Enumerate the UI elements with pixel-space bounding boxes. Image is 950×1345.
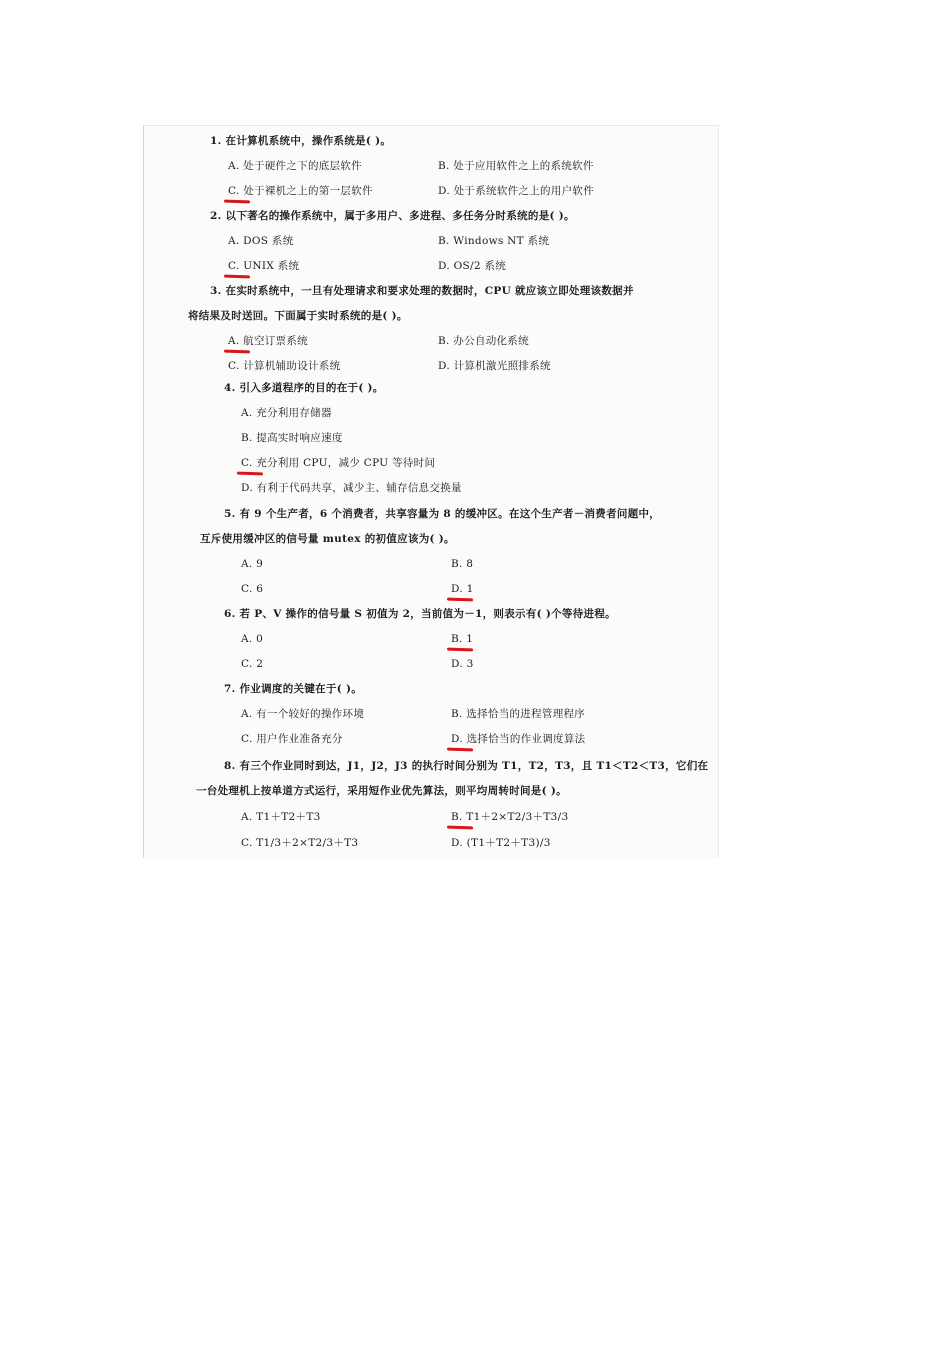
question-2-stem: 2. 以下著名的操作系统中，属于多用户、多进程、多任务分时系统的是( )。 [210,210,575,222]
question-2-option-d: D. OS/2 系统 [438,260,507,272]
question-6-option-d: D. 3 [451,658,474,670]
question-1-stem: 1. 在计算机系统中，操作系统是( )。 [210,135,392,147]
question-8-option-c: C. T1/3＋2×T2/3＋T3 [241,837,359,849]
question-7-option-d-answer: D. 选择恰当的作业调度算法 [451,733,586,745]
question-5-option-b: B. 8 [451,558,474,570]
question-3-option-a-answer: A. 航空订票系统 [228,335,308,347]
question-3-stem-line-1: 3. 在实时系统中，一旦有处理请求和要求处理的数据时，CPU 就应该立即处理该数据并 [210,285,634,297]
question-6-option-c: C. 2 [241,658,264,670]
question-1-option-d: D. 处于系统软件之上的用户软件 [438,185,595,197]
question-5-stem-line-2: 互斥使用缓冲区的信号量 mutex 的初值应该为( )。 [200,533,455,545]
question-8-option-d: D. (T1＋T2＋T3)/3 [451,837,551,849]
question-6-stem: 6. 若 P、V 操作的信号量 S 初值为 2，当前值为－1，则表示有( )个等待进程。 [224,608,616,620]
question-8-stem-line-1: 8. 有三个作业同时到达，J1，J2，J3 的执行时间分别为 T1，T2，T3，且 T1＜T2＜T3，它们在 [224,760,709,772]
question-4-option-a: A. 充分利用存储器 [241,407,332,419]
question-8-option-b-answer: B. T1＋2×T2/3＋T3/3 [451,811,569,823]
question-4-option-c-answer: C. 充分利用 CPU，减少 CPU 等待时间 [241,457,436,469]
question-3-stem-line-2: 将结果及时送回。下面属于实时系统的是( )。 [188,310,408,322]
question-1-option-a: A. 处于硬件之下的底层软件 [228,160,362,172]
question-3-option-b: B. 办公自动化系统 [438,335,529,347]
question-5-option-a: A. 9 [241,558,264,570]
question-1-option-c-answer: C. 处于裸机之上的第一层软件 [228,185,373,197]
question-2-option-c-answer: C. UNIX 系统 [228,260,300,272]
question-7-option-c: C. 用户作业准备充分 [241,733,343,745]
question-7-option-a: A. 有一个较好的操作环境 [241,708,365,720]
question-3-option-c: C. 计算机辅助设计系统 [228,360,341,372]
question-8-option-a: A. T1＋T2＋T3 [241,811,321,823]
question-4-stem: 4. 引入多道程序的目的在于( )。 [224,382,384,394]
question-6-option-a: A. 0 [241,633,264,645]
scanned-exam-page [143,125,719,858]
question-5-option-c: C. 6 [241,583,264,595]
question-1-option-b: B. 处于应用软件之上的系统软件 [438,160,594,172]
question-5-option-d-answer: D. 1 [451,583,474,595]
question-4-option-d: D. 有利于代码共享，减少主、辅存信息交换量 [241,482,462,494]
question-7-option-b: B. 选择恰当的进程管理程序 [451,708,586,720]
question-8-stem-line-2: 一台处理机上按单道方式运行，采用短作业优先算法，则平均周转时间是( )。 [196,785,567,797]
question-7-stem: 7. 作业调度的关键在于( )。 [224,683,363,695]
question-5-stem-line-1: 5. 有 9 个生产者，6 个消费者，共享容量为 8 的缓冲区。在这个生产者－消费者问题中， [224,508,661,520]
question-6-option-b-answer: B. 1 [451,633,474,645]
question-2-option-b: B. Windows NT 系统 [438,235,550,247]
question-3-option-d: D. 计算机激光照排系统 [438,360,551,372]
question-2-option-a: A. DOS 系统 [228,235,294,247]
question-4-option-b: B. 提高实时响应速度 [241,432,343,444]
